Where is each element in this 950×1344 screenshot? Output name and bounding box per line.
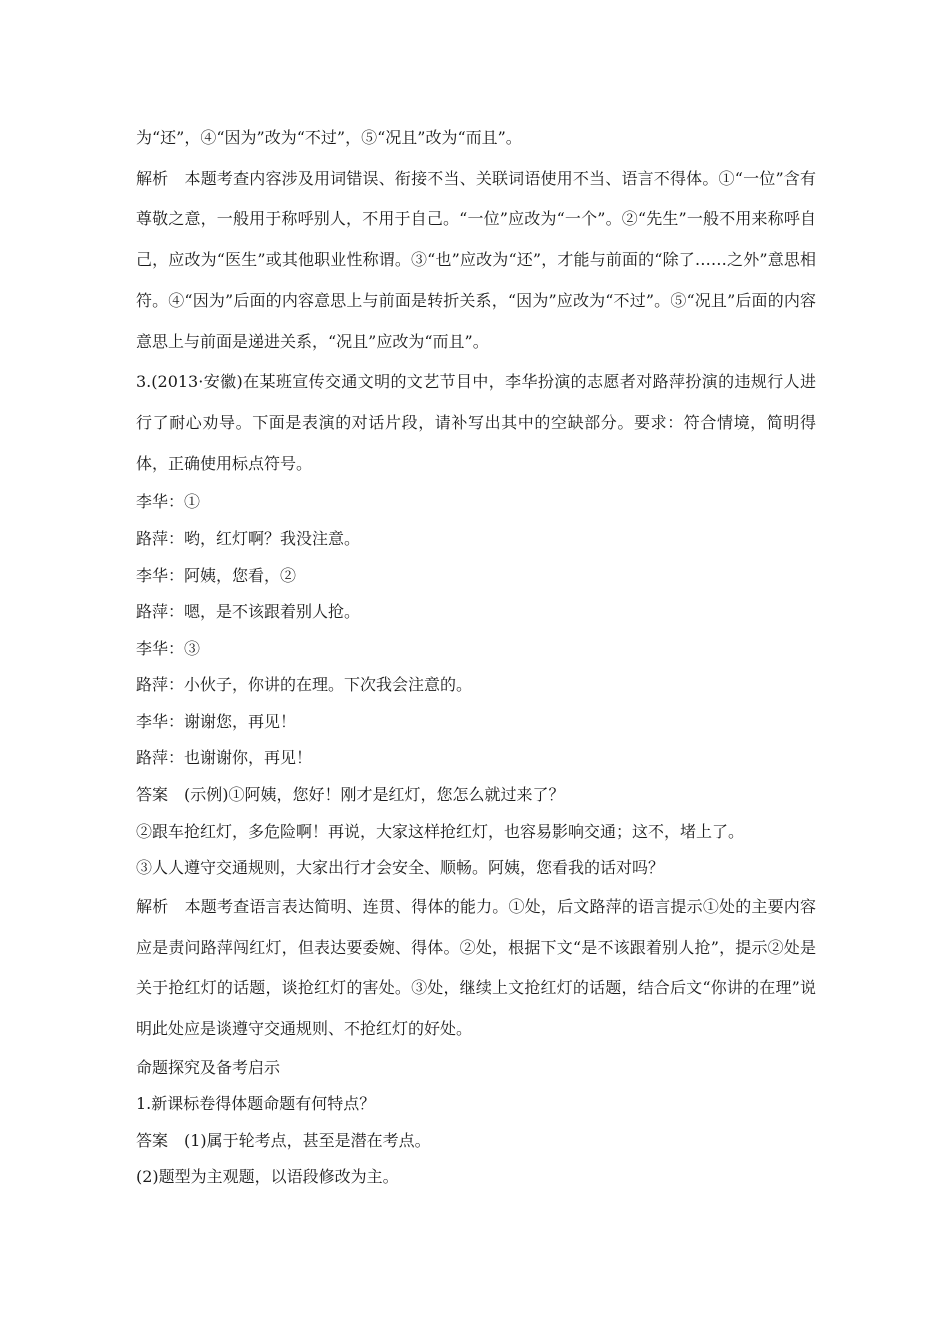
answer-line-4: 答案 (1)属于轮考点，甚至是潜在考点。 xyxy=(136,1130,431,1150)
question-3: 3.(2013·安徽)在某班宣传交通文明的文艺节目中，李华扮演的志愿者对路萍扮演的违规行人进行了耐心劝导。下面是表演的对话片段，请补写出其中的空缺部分。要求：符合情境，简明得体，正确使用标点符号。 xyxy=(136,372,816,473)
answer-line-2: ②跟车抢红灯，多危险啊！再说，大家这样抢红灯，也容易影响交通；这不，堵上了。 xyxy=(136,821,745,841)
dialogue-line-6: 路萍：小伙子，你讲的在理。下次我会注意的。 xyxy=(136,675,473,695)
answer-continuation: 为“还”，④“因为”改为“不过”，⑤“况且”改为“而且”。 xyxy=(136,128,522,147)
analysis-paragraph-1: 解析 本题考查内容涉及用词错误、衔接不当、关联词语使用不当、语言不得体。①“一位”含有尊敬之意，一般用于称呼别人，不用于自己。“一位”应改为“一个”。②“先生”一般不用来称呼自己，应改为“医生”或其他职业性称谓。③“也”应改为“还”，才能与前面的“除了……之外”意思相符。④“因为”后面的内容意思上与前面是转折关系，“因为”应改为“不过”。⑤“况且”后面的内容意思上与前面是递进关系，“况且”应改为“而且”。 xyxy=(136,168,816,351)
question-1: 1.新课标卷得体题命题有何特点？ xyxy=(136,1094,376,1114)
dialogue-line-3: 李华：阿姨，您看，② xyxy=(136,565,297,585)
answer-line-3: ③人人遵守交通规则，大家出行才会安全、顺畅。阿姨，您看我的话对吗？ xyxy=(136,858,665,878)
dialogue-line-4: 路萍：嗯，是不该跟着别人抢。 xyxy=(136,602,361,622)
answer-line-1: 答案 (示例)①阿姨，您好！刚才是红灯，您怎么就过来了？ xyxy=(136,785,565,805)
answer-line-5: (2)题型为主观题，以语段修改为主。 xyxy=(136,1167,399,1187)
dialogue-line-7: 李华：谢谢您，再见！ xyxy=(136,711,297,731)
section-heading: 命题探究及备考启示 xyxy=(136,1057,281,1077)
analysis-paragraph-2: 解析 本题考查语言表达简明、连贯、得体的能力。①处，后文路萍的语言提示①处的主要内容应是责问路萍闯红灯，但表达要委婉、得体。②处，根据下文“是不该跟着别人抢”，提示②处是关于抢红灯的话题，谈抢红灯的害处。③处，继续上文抢红灯的话题，结合后文“你讲的在理”说明此处应是谈遵守交通规则、不抢红灯的好处。 xyxy=(136,896,816,1038)
document-page xyxy=(136,118,816,1196)
dialogue-line-5: 李华：③ xyxy=(136,638,201,658)
dialogue-line-8: 路萍：也谢谢你，再见！ xyxy=(136,748,313,768)
dialogue-line-2: 路萍：哟，红灯啊？我没注意。 xyxy=(136,528,361,548)
dialogue-line-1: 李华：① xyxy=(136,492,201,512)
